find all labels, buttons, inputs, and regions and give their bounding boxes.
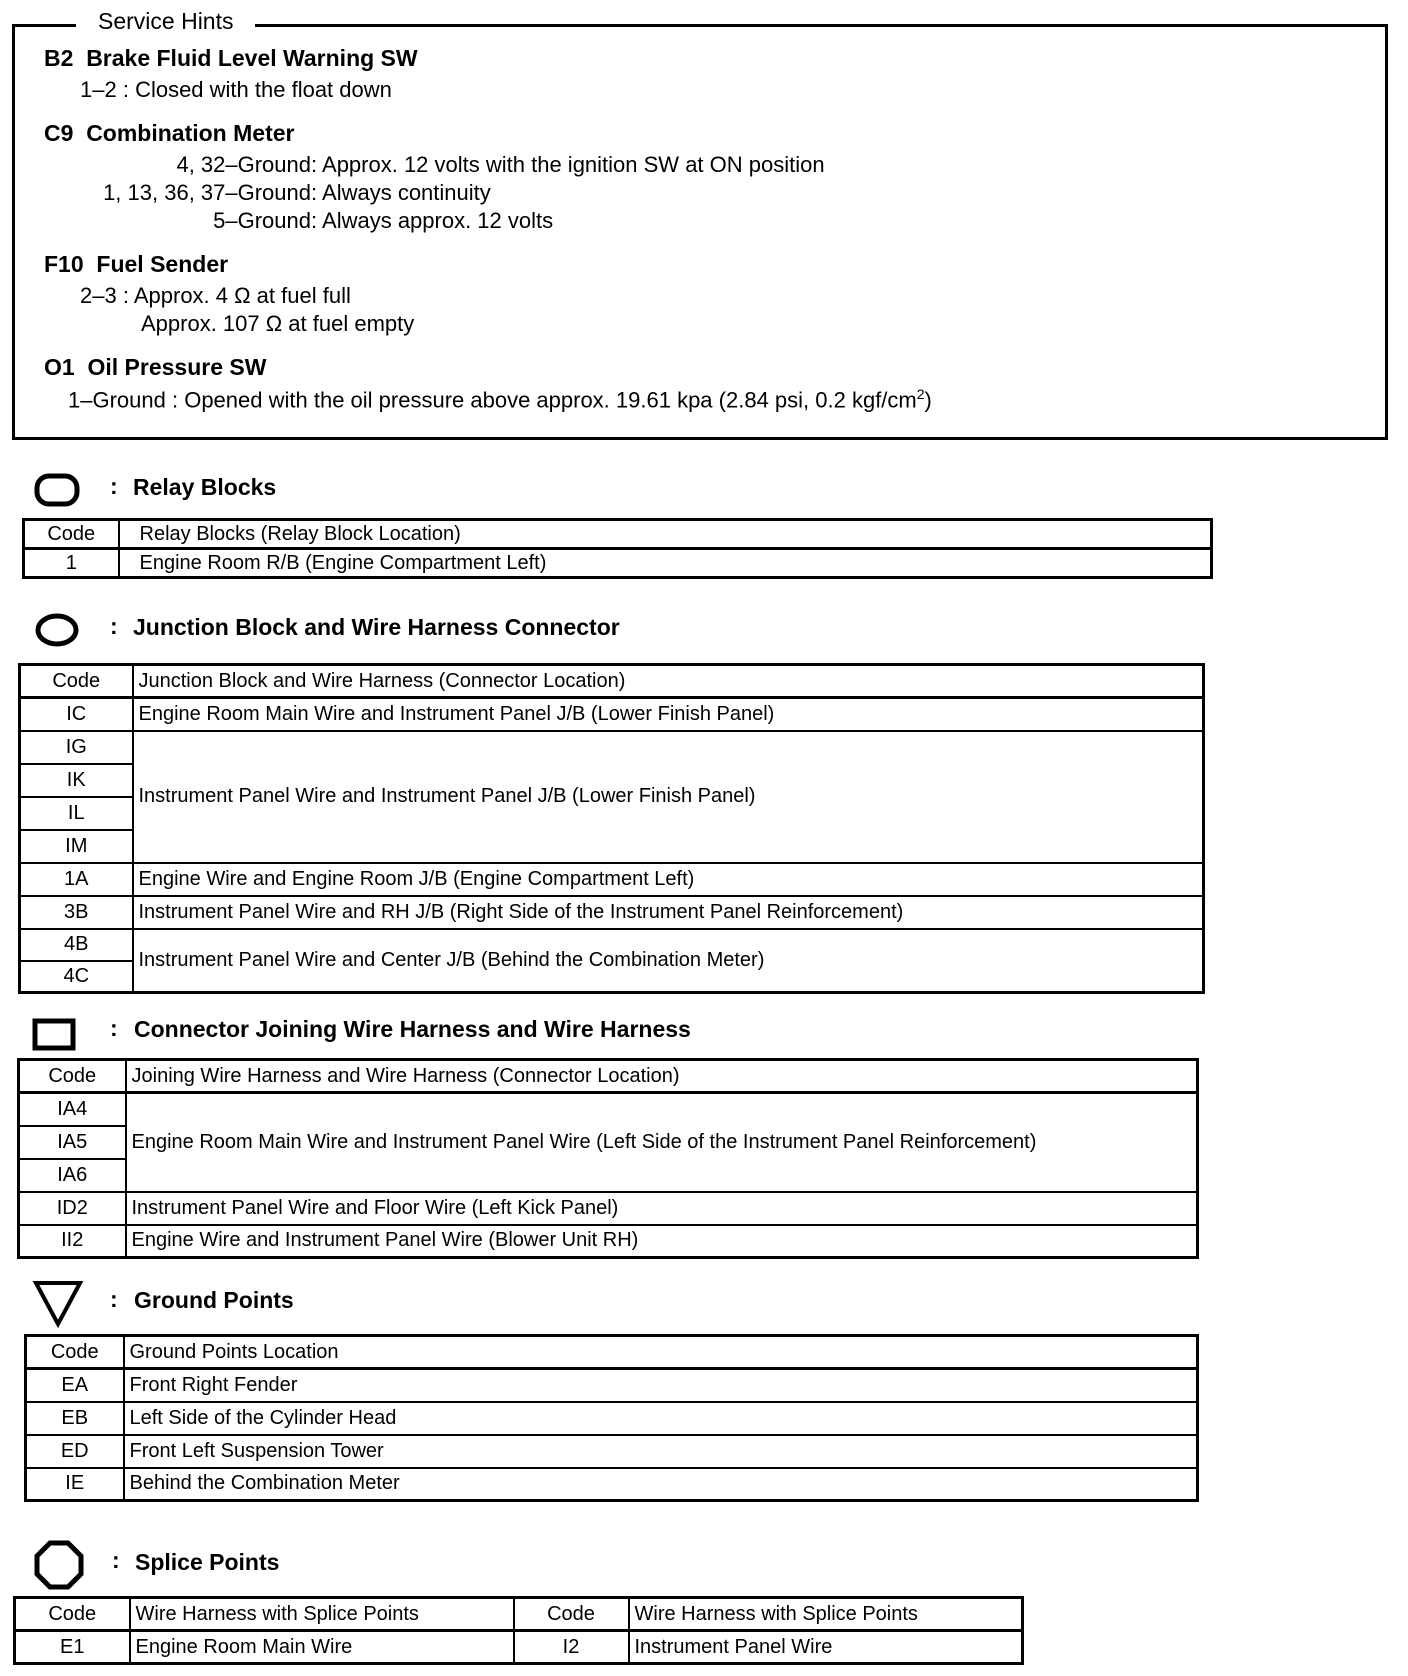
table-row (19, 1192, 1198, 1225)
table-row (26, 1435, 1198, 1468)
hint-desc: : Always approx. 12 volts (311, 208, 554, 233)
table-row (20, 929, 1204, 961)
location-cell: Left Side of the Cylinder Head (124, 1402, 1198, 1435)
code-cell: IK (20, 764, 133, 797)
section-title-ground-points: Ground Points (134, 1287, 294, 1313)
hint-pins: 4, 32–Ground (176, 152, 311, 177)
table-header-code: Code (15, 1598, 130, 1631)
table-header-location: Junction Block and Wire Harness (Connector Location) (133, 665, 1204, 698)
connectors-table (17, 1058, 1199, 1259)
code-cell: IA6 (19, 1159, 126, 1192)
hint-title-o1: O1 Oil Pressure SW (44, 354, 267, 380)
table-row (26, 1369, 1198, 1402)
location-cell: Engine Room Main Wire and Instrument Panel Wire (Left Side of the Instrument Panel Reinforcement) (126, 1093, 1198, 1192)
location-cell: Front Right Fender (124, 1369, 1198, 1402)
location-cell: Engine Room R/B (Engine Compartment Left) (119, 549, 1212, 578)
hint-pins: 1, 13, 36, 37–Ground (103, 180, 311, 205)
section-colon: : (110, 613, 118, 639)
relay-blocks-table (22, 518, 1213, 579)
table-row (20, 731, 1204, 764)
table-row (15, 1631, 1023, 1664)
code-cell: II2 (19, 1225, 126, 1258)
hint-line: 2–3 : Approx. 4 Ω at fuel full (80, 283, 351, 308)
code-cell: E1 (15, 1631, 130, 1664)
code-cell: IE (26, 1468, 124, 1501)
section-colon: : (112, 1547, 120, 1573)
code-cell: 3B (20, 896, 133, 929)
table-header-code: Code (20, 665, 133, 698)
hint-title-f10: F10 Fuel Sender (44, 251, 229, 277)
table-row (19, 1093, 1198, 1126)
hint-pins: 5–Ground (213, 208, 311, 233)
location-cell: Engine Wire and Instrument Panel Wire (Blower Unit RH) (126, 1225, 1198, 1258)
location-cell: Front Left Suspension Tower (124, 1435, 1198, 1468)
junction-blocks-table (18, 663, 1205, 994)
code-cell: IC (20, 698, 133, 731)
code-cell: IM (20, 830, 133, 863)
hint-line: 1–2 : Closed with the float down (80, 77, 392, 102)
section-title-connectors: Connector Joining Wire Harness and Wire Harness (134, 1016, 691, 1042)
octagon-icon (34, 1540, 84, 1590)
location-cell: Instrument Panel Wire and Instrument Panel J/B (Lower Finish Panel) (133, 731, 1204, 863)
location-cell: Instrument Panel Wire and Center J/B (Behind the Combination Meter) (133, 929, 1204, 993)
code-cell: IG (20, 731, 133, 764)
table-row (19, 1225, 1198, 1258)
table-row (26, 1468, 1198, 1501)
location-cell: Engine Wire and Engine Room J/B (Engine Compartment Left) (133, 863, 1204, 896)
code-cell: 1A (20, 863, 133, 896)
hint-title-c9: C9 Combination Meter (44, 120, 295, 146)
section-title-relay-blocks: Relay Blocks (133, 474, 277, 500)
table-row (20, 863, 1204, 896)
wire-harness-cell: Instrument Panel Wire (629, 1631, 1023, 1664)
location-cell: Instrument Panel Wire and Floor Wire (Left Kick Panel) (126, 1192, 1198, 1225)
location-cell: Behind the Combination Meter (124, 1468, 1198, 1501)
code-cell: 4C (20, 961, 133, 993)
service-hints-legend: Service Hints (76, 8, 255, 35)
triangle-down-icon (32, 1279, 84, 1329)
table-row (26, 1402, 1198, 1435)
splice-points-table (13, 1596, 1024, 1665)
table-header-code: Code (24, 520, 119, 549)
code-cell: 4B (20, 929, 133, 961)
hint-title-b2: B2 Brake Fluid Level Warning SW (44, 45, 418, 71)
hint-desc: : Approx. 12 volts with the ignition SW at ON position (311, 152, 825, 177)
section-title-junction-block: Junction Block and Wire Harness Connector (133, 614, 620, 640)
hint-line: Approx. 107 Ω at fuel empty (141, 311, 415, 336)
code-cell: ED (26, 1435, 124, 1468)
table-header-wire-harness: Wire Harness with Splice Points (629, 1598, 1023, 1631)
table-row (20, 896, 1204, 929)
rounded-rect-icon (34, 472, 80, 508)
table-header-code: Code (26, 1336, 124, 1369)
table-header-code: Code (19, 1060, 126, 1093)
oval-icon (34, 612, 80, 648)
square-icon (32, 1017, 78, 1053)
table-header-wire-harness: Wire Harness with Splice Points (130, 1598, 514, 1631)
code-cell: 1 (24, 549, 119, 578)
section-colon: : (110, 473, 118, 499)
code-cell: I2 (514, 1631, 629, 1664)
code-cell: ID2 (19, 1192, 126, 1225)
hint-line: 1–Ground : Opened with the oil pressure above approx. 19.61 kpa (2.84 psi, 0.2 kgf/$cm^2$) (68, 386, 932, 413)
code-cell: IA4 (19, 1093, 126, 1126)
hint-desc: : Always continuity (311, 180, 491, 205)
location-cell: Engine Room Main Wire and Instrument Panel J/B (Lower Finish Panel) (133, 698, 1204, 731)
table-header-location: Relay Blocks (Relay Block Location) (119, 520, 1212, 549)
code-cell: IA5 (19, 1126, 126, 1159)
code-cell: IL (20, 797, 133, 830)
table-header-code: Code (514, 1598, 629, 1631)
wire-harness-cell: Engine Room Main Wire (130, 1631, 514, 1664)
table-header-location: Joining Wire Harness and Wire Harness (Connector Location) (126, 1060, 1198, 1093)
location-cell: Instrument Panel Wire and RH J/B (Right Side of the Instrument Panel Reinforcement) (133, 896, 1204, 929)
table-row (20, 698, 1204, 731)
section-colon: : (110, 1286, 118, 1312)
ground-points-table (24, 1334, 1199, 1502)
section-colon: : (110, 1015, 118, 1041)
code-cell: EA (26, 1369, 124, 1402)
section-title-splice-points: Splice Points (135, 1549, 280, 1575)
table-row (24, 549, 1212, 578)
table-header-location: Ground Points Location (124, 1336, 1198, 1369)
code-cell: EB (26, 1402, 124, 1435)
